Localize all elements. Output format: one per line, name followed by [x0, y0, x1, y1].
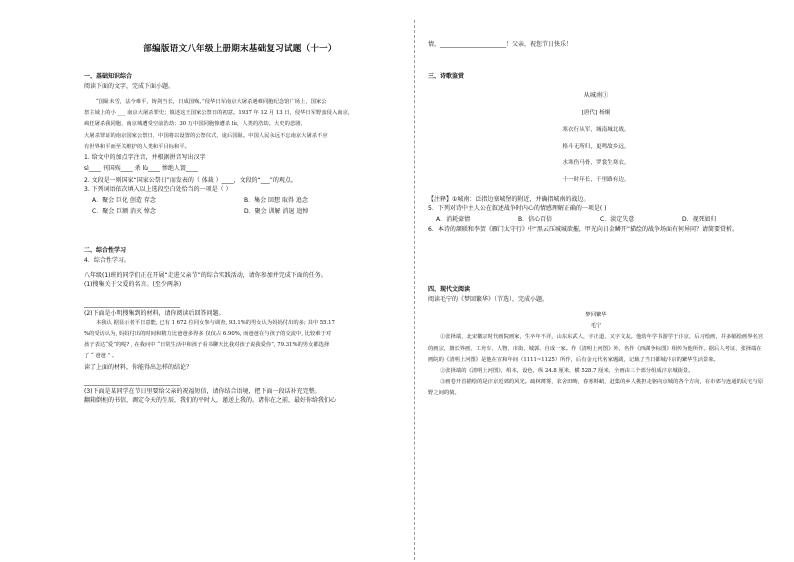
option-b: B．信心百倍: [518, 215, 553, 223]
question-4: 4．综合性学习。: [84, 256, 130, 264]
material-line: 孩子表达“爱”的呢? , 在我问中 “日常生活中和孩子看书聊天比我对孩子说我爱你”, 79.31%的男女都选择: [84, 342, 330, 349]
question-4-intro: 八年级(1)班的同学们正在开展“走进父亲节”的综合实践活动，请你参加并完成下面的任务。: [84, 271, 327, 279]
article-author: 毛宁: [590, 323, 602, 330]
section-3-heading: 三、诗歌鉴赏: [428, 73, 465, 81]
passage-line: 大屠杀罪证的南京国家公祭日，中国将以设置的公祭仪式，庞后国耻。中国人民永远不忘南京大屠杀不应: [84, 132, 328, 139]
article-title: 梦回繁华: [585, 312, 607, 319]
section-4-heading: 四、现代文阅读: [428, 285, 471, 293]
exam-title: 部编版语文八年级上册期末基础复习试题（十一）: [143, 44, 337, 54]
option-b: B．集会 回想 取得 追念: [244, 196, 308, 204]
left-column: [84, 40, 396, 406]
article-paragraph: ②张择端的《清明上河图》，绢本，设色，纵 24.8 厘米，横 528.7 厘米，全画由三个部分组成汴京城街景。: [440, 367, 694, 374]
article-paragraph: ③画卷开首描绘的是汴京近郊的风光。疏林薄雾，农舍田畴，春寒料峭，赶集的乡人挑担走驱向京城的各个方向，在市郊与连通的民宅与原野之间的骑。: [428, 378, 764, 396]
question-4-3-text: 翻箱倒柜的书信，调定今天的生辰，我们的平时人，谨送上我的。诸你在之前，最好你给我们心: [84, 397, 337, 405]
poem-line: 十一时年长，千里路有边。: [562, 177, 630, 184]
question-4-2-ask: 读了上面的材料，你能得出怎样的结论？: [84, 363, 193, 371]
question-1-blanks: sì____ 刊国殇____ 杀 lù____ 惨绝人寰____: [84, 165, 198, 173]
poem: [428, 88, 764, 189]
option-c: C．淡定失意: [600, 215, 635, 223]
article-paragraph: ①张择端，北宋徽宗时代画院画家，生卒年不详，山东东武人，字正道，又字文友。他幼年学书游学于汴京，后习绘画，并多幅绘画界名宫的画宗，擅长界画，工舟车、人物、市街、城郭，自成一家。作《清明上河图》外，名作《西湖争标图》相传为他所作。据后人考证，张择端在画院的《清明上河图》是他在宣和年间（1111~1125）所作，后有金元代名家题跋，记载了当日都城汴京的繁华生活景象。: [428, 334, 764, 363]
material-line: 了 “ 爸爸 ” 。: [84, 353, 118, 360]
material-line: 本我认 据显示者平日意能, 已有 1 672 位同女参与调查, 93.1%的男女认为妈妈付出的多; 其中 55.17: [96, 320, 335, 327]
poem-line: 格斗无所归，更鸣故乡远。: [562, 143, 630, 150]
passage-line: 有世界和平而至关维护的人类和平目标和平。: [84, 143, 190, 150]
option-d: D．视死如归: [682, 215, 717, 223]
option-a: A．聚会 巨化 创造 存念: [92, 196, 156, 204]
question-5-options: [428, 214, 764, 225]
passage: [84, 97, 396, 152]
poem-note: 【注释】①城南：泛指边塞城堡的附近，并确指城南的战边。: [428, 196, 590, 204]
poem-line: 水寒伤马骨，罗裳生寒衣。: [562, 160, 630, 167]
question-3: 3. 下列词语依次填入以上选段空白处恰当的一项是（ ）: [84, 186, 232, 194]
answer-line: ________________________________: [84, 300, 180, 308]
question-6: 6．本诗的颔联和李贺《雁门太守行》中“黑云压城城欲摧，甲光向日金鳞开”描绘的战争场面有何异同？请简要赏析。: [428, 225, 739, 233]
poem-title: 从城南①: [583, 92, 609, 100]
question-3-options: [84, 195, 396, 217]
option-a: A．消耗豪情: [436, 215, 471, 223]
right-column: [428, 40, 764, 399]
question-4-3: (3)下面是某同学在节日里要给父亲的祝福短信，请你结合语境，把下面一段话补充完整。: [84, 388, 321, 396]
passage-line: “国耻未雪，法今难平，铸剑当长，日成国殇。”侵华日军南京大屠杀遇难同胞纪念馆广场上，国家公: [96, 99, 327, 106]
option-c: C．聚会 巨额 消灭 悼念: [92, 207, 156, 215]
section-1-heading: 一、基础知识综合: [84, 73, 133, 80]
section-4-intro: 阅读毛宁的《梦回繁华》（节选），完成小题。: [428, 295, 549, 303]
passage-line: 疯狂屠杀我同胞，南京城遭受空前浩劫；30 万中国同胞惨遭杀 lù，人类的浩劫。大史的悲剧，: [84, 121, 306, 128]
question-1: 1. 给文中的加点字注音，并根据拼音写出汉字: [84, 153, 206, 161]
material-line: %的受访认为, 妈妈付出的时间和精力比爸爸多得多 仅仅占 6.90%, 而爸爸在与孩子的交流中, 比较难于对: [84, 331, 332, 338]
material: [84, 318, 396, 362]
option-d: D．聚会 训解 消退 追悼: [244, 207, 309, 215]
answer-line: ________________________________: [84, 378, 180, 386]
poem-line: 寒衣行从军，城南城北战。: [562, 126, 630, 133]
question-4-1: (1)搜集关于父爱的名言。(至少两条): [84, 281, 182, 289]
question-5: 5．下列对诗中主人公在叙述战争时内心的情感理解正确的一项是( ): [428, 205, 607, 213]
section-2-heading: 二、综合性学习: [84, 246, 127, 254]
question-2: 2. 文段是一则国家“国家公祭日”而发表的（ 体裁 ）____，文段的“___”的观点。: [84, 177, 297, 185]
continued-line: 情，______________________！父亲，祝您节日快乐！: [428, 41, 573, 48]
passage-line: 祭主域上的小 ___ 南京大屠杀罪史；镇述这王国家公祭日的初意。1937 年 12 月 13 日，侵华日军野蛮侵入南京，: [84, 110, 354, 117]
column-divider: [414, 20, 415, 560]
poem-author: [唐代] 杨炯: [581, 110, 611, 117]
section-1-intro: 阅读下面的文字，完成下面小题。: [84, 83, 175, 90]
question-4-2: (2)下面是小明搜集到的材料，请你阅读后回答问题。: [84, 309, 225, 317]
